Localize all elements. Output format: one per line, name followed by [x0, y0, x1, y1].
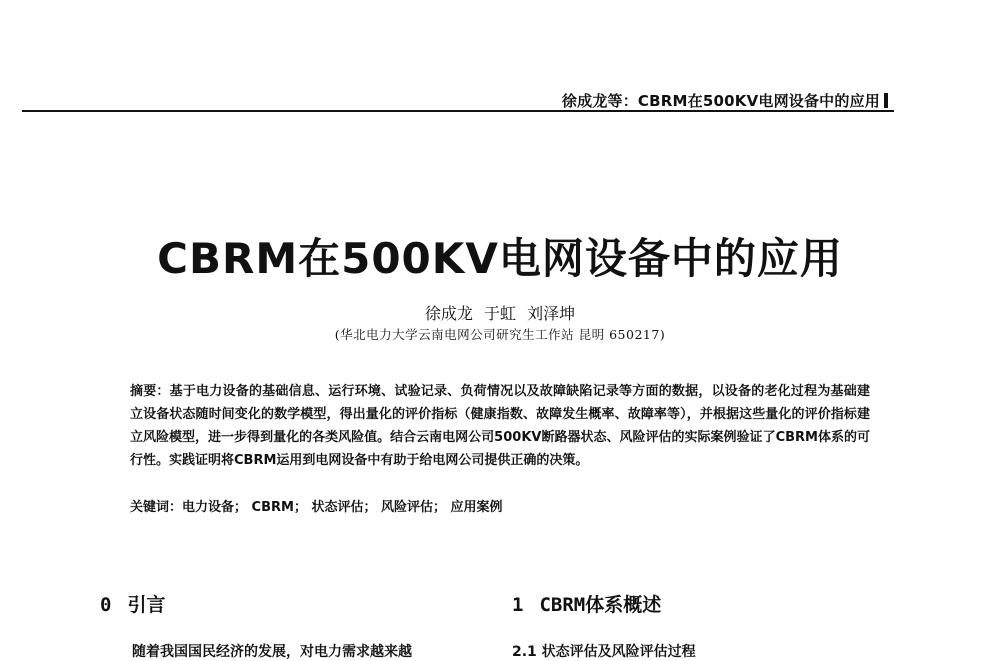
- paper-title: CBRM在500KV电网设备中的应用: [157, 234, 843, 283]
- abstract-label: 摘要：: [130, 384, 170, 399]
- header-rule: [22, 110, 894, 112]
- abstract: [130, 380, 870, 472]
- running-title: 徐成龙等：CBRM在500KV电网设备中的应用: [561, 92, 880, 110]
- left-column-first-line: 随着我国国民经济的发展，对电力需求越来越: [132, 644, 412, 660]
- section-heading-cbrm-overview: [512, 590, 661, 617]
- running-header: [562, 90, 888, 111]
- right-column-first-line: 2.1 状态评估及风险评估过程: [512, 644, 696, 660]
- keywords-text: 电力设备； CBRM； 状态评估； 风险评估； 应用案例: [182, 500, 503, 515]
- paper-affiliation: (华北电力大学云南电网公司研究生工作站 昆明 650217): [334, 327, 666, 342]
- section-title: CBRM体系概述: [539, 594, 662, 616]
- keywords: [130, 496, 870, 519]
- paper-authors: 徐成龙 于虹 刘泽坤: [424, 304, 576, 323]
- section-heading-introduction: [100, 590, 165, 617]
- section-title: 引言: [127, 594, 166, 616]
- keywords-label: 关键词：: [130, 500, 183, 515]
- abstract-text: 基于电力设备的基础信息、运行环境、试验记录、负荷情况以及故障缺陷记录等方面的数据，以设备的老化过程为基础建立设备状态随时间变化的数学模型，得出量化的评价指标（健康指数、故障发生概率、故障率等），并根据这些量化的评价指标建立风险模型，进一步得到量化的各类风险值。结合云南电网公司500KV断路器状态、风险评估的实际案例验证了CBRM体系的可行性。实践证明将CBRM运用到电网设备中有助于给电网公司提供正确的决策。: [130, 384, 870, 468]
- header-marker: [884, 93, 888, 108]
- section-number: 0: [100, 594, 112, 616]
- section-number: 1: [512, 594, 524, 616]
